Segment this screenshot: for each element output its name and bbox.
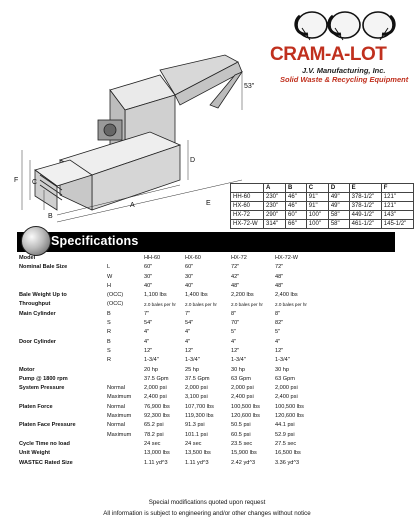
spec-row <box>17 310 395 319</box>
spec-value: 12" <box>231 347 240 354</box>
spec-sublabel: L <box>107 264 111 271</box>
spec-value: 5" <box>275 329 281 336</box>
spec-value: 54" <box>144 320 153 327</box>
spec-value: 42" <box>231 273 240 280</box>
dims-cell: 58" <box>328 220 349 229</box>
dims-cell: 100" <box>306 211 328 220</box>
dims-cell: 66" <box>286 220 307 229</box>
spec-value: 4" <box>275 338 281 345</box>
spec-row <box>17 347 395 356</box>
spec-sublabel: R <box>107 357 112 364</box>
spec-sublabel: Normal <box>107 403 126 410</box>
spec-value: 1-3/4" <box>275 357 290 364</box>
spec-value: 101.1 psi <box>185 431 208 438</box>
dims-cell: 290" <box>263 211 285 220</box>
spec-value: 2.42 yd^3 <box>231 459 256 466</box>
spec-label: System Pressure <box>19 385 65 392</box>
spec-row <box>17 282 395 291</box>
spec-value: 20 hp <box>144 366 158 373</box>
dims-cell: 230" <box>263 193 285 202</box>
spec-value: 2.0 bales per hr <box>144 302 176 308</box>
spec-row <box>17 421 395 430</box>
dims-cell: 58" <box>328 211 349 220</box>
spec-value: 4" <box>185 338 191 345</box>
company-tagline: Solid Waste & Recycling Equipment <box>280 75 409 84</box>
spec-sublabel: (OCC) <box>107 292 124 299</box>
spec-value: 24 sec <box>144 440 161 447</box>
spec-row <box>17 375 395 384</box>
spec-row <box>17 338 395 347</box>
dims-cell: HX-72-W <box>231 220 264 229</box>
spec-value: 13,000 lbs <box>144 450 170 457</box>
spec-value: 12" <box>144 347 153 354</box>
spec-value: 30 hp <box>231 366 245 373</box>
dims-cell: HX-60 <box>231 202 264 211</box>
dims-row <box>231 220 414 229</box>
spec-value: 23.5 sec <box>231 440 253 447</box>
dims-cell: HH-60 <box>231 193 264 202</box>
spec-value: 78.2 psi <box>144 431 164 438</box>
spec-value: 63 Gpm <box>231 375 251 382</box>
spec-sublabel: S <box>107 347 111 354</box>
spec-row <box>17 263 395 272</box>
spec-label: Motor <box>19 366 35 373</box>
spec-row <box>17 459 395 468</box>
spec-label: Door Cylinder <box>19 338 56 345</box>
spec-value: 63 Gpm <box>275 375 295 382</box>
spec-row <box>17 291 395 300</box>
spec-value: 2,000 psi <box>275 385 298 392</box>
sphere-icon <box>21 226 51 256</box>
spec-sublabel: B <box>107 338 111 345</box>
specifications-title: Specifications <box>51 234 139 248</box>
spec-value: 44.1 psi <box>275 422 295 429</box>
spec-value: 25 hp <box>185 366 199 373</box>
dims-cell: HX-72 <box>231 211 264 220</box>
spec-label: Nominal Bale Size <box>19 264 68 271</box>
spec-value: 92,300 lbs <box>144 413 170 420</box>
brand-name: CRAM-A-LOT <box>270 44 387 65</box>
dims-cell: 230" <box>263 202 285 211</box>
spec-sublabel: Normal <box>107 385 126 392</box>
dims-cell: 49" <box>328 202 349 211</box>
spec-value: HX-72-W <box>275 255 298 261</box>
spec-label: WASTEC Rated Size <box>19 459 73 466</box>
dims-cell: 46" <box>286 193 307 202</box>
spec-sublabel: B <box>107 310 111 317</box>
spec-value: 1.11 yd^3 <box>144 459 168 466</box>
spec-value: HH-60 <box>144 255 161 261</box>
dims-cell: 143" <box>381 211 413 220</box>
spec-value: HX-60 <box>185 255 201 261</box>
spec-label: Pump @ 1800 rpm <box>19 375 68 382</box>
spec-value: 2.0 bales per hr <box>231 302 263 308</box>
spec-sublabel: (OCC) <box>107 301 124 308</box>
spec-label: Throughput <box>19 301 51 308</box>
spec-sublabel: W <box>107 273 113 280</box>
dims-row <box>231 202 414 211</box>
spec-value: 7" <box>185 310 191 317</box>
spec-value: 30" <box>185 273 194 280</box>
spec-sublabel: R <box>107 329 112 336</box>
dims-cell: 461-1/2" <box>349 220 381 229</box>
spec-value: 4" <box>144 329 150 336</box>
spec-row <box>17 403 395 412</box>
spec-value: 120,600 lbs <box>275 413 304 420</box>
spec-row <box>17 319 395 328</box>
spec-row <box>17 366 395 375</box>
dims-cell: 378-1/2" <box>349 202 381 211</box>
dim-label-f: F <box>14 177 19 184</box>
spec-value: 37.5 Gpm <box>185 375 210 382</box>
spec-value: 16,500 lbs <box>275 450 301 457</box>
spec-value: 48" <box>231 282 240 289</box>
specifications-table <box>17 254 395 468</box>
spec-value: 2,000 psi <box>185 385 208 392</box>
spec-value: 2,400 lbs <box>275 292 298 299</box>
spec-value: 15,900 lbs <box>231 450 257 457</box>
dim-label-d: D <box>190 157 196 164</box>
spec-value: 1,100 lbs <box>144 292 167 299</box>
dim-label-e: E <box>206 200 211 207</box>
spec-row <box>17 273 395 282</box>
spec-value: 5" <box>231 329 237 336</box>
spec-value: 2,000 psi <box>231 385 254 392</box>
spec-label: Unit Weight <box>19 450 50 457</box>
spec-label: Main Cylinder <box>19 310 56 317</box>
dims-cell: 121" <box>381 193 413 202</box>
spec-sublabel: Maximum <box>107 413 132 420</box>
spec-value: 12" <box>185 347 194 354</box>
spec-value: HX-72 <box>231 255 247 261</box>
dim-label-c: C <box>32 179 38 186</box>
dimensions-table <box>230 183 414 229</box>
dim-label-b: B <box>48 213 53 220</box>
spec-label: Bale Weight Up to <box>19 292 67 299</box>
spec-value: 72" <box>231 264 240 271</box>
spec-label: Cycle Time no load <box>19 440 70 447</box>
company-logo <box>262 8 409 84</box>
company-name: J.V. Manufacturing, Inc. <box>302 66 386 75</box>
dims-cell: 314" <box>263 220 285 229</box>
spec-value: 12" <box>275 347 284 354</box>
dims-header-cell <box>231 184 264 193</box>
spec-label: Platen Force <box>19 403 53 410</box>
spec-value: 2,200 lbs <box>231 292 254 299</box>
spec-value: 48" <box>275 282 284 289</box>
spec-value: 1.11 yd^3 <box>185 459 209 466</box>
dims-header-cell: C <box>306 184 328 193</box>
footer-note-disclaimer: All information is subject to engineering and/or other changes without notice <box>103 510 311 517</box>
spec-value: 1-3/4" <box>185 357 200 364</box>
dims-cell: 100" <box>306 220 328 229</box>
dims-header-cell: E <box>349 184 381 193</box>
spec-row <box>17 431 395 440</box>
dims-header-cell: A <box>263 184 285 193</box>
spec-row <box>17 328 395 337</box>
spec-value: 60" <box>185 264 194 271</box>
dim-label-a: A <box>130 202 135 209</box>
spec-value: 82" <box>275 320 284 327</box>
spec-row <box>17 393 395 402</box>
spec-value: 40" <box>144 282 153 289</box>
spec-value: 60" <box>144 264 153 271</box>
specifications-panel <box>17 232 395 495</box>
dims-header-row <box>231 184 414 193</box>
spec-value: 2,400 psi <box>144 394 167 401</box>
spec-row <box>17 449 395 458</box>
spec-value: 1,400 lbs <box>185 292 208 299</box>
spec-row <box>17 440 395 449</box>
spec-label: Model <box>19 255 36 261</box>
spec-value: 2,000 psi <box>144 385 167 392</box>
dims-row <box>231 193 414 202</box>
spec-row <box>17 356 395 365</box>
dims-cell: 91" <box>306 193 328 202</box>
spec-label: Platen Face Pressure <box>19 422 76 429</box>
dim-label-53: 53" <box>244 83 255 90</box>
dims-header-cell: D <box>328 184 349 193</box>
spec-value: 54" <box>185 320 194 327</box>
dims-cell: 91" <box>306 202 328 211</box>
spec-row <box>17 300 395 309</box>
dims-header-cell: B <box>286 184 307 193</box>
spec-value: 4" <box>185 329 191 336</box>
spec-value: 120,600 lbs <box>231 413 260 420</box>
footer-note-modifications: Special modifications quoted upon request <box>148 499 266 506</box>
spec-value: 7" <box>144 310 150 317</box>
spec-value: 60.5 psi <box>231 431 251 438</box>
dims-cell: 121" <box>381 202 413 211</box>
spec-value: 72" <box>275 264 284 271</box>
spec-value: 70" <box>231 320 240 327</box>
dims-row <box>231 211 414 220</box>
dims-cell: 49" <box>328 193 349 202</box>
dims-header-cell: F <box>381 184 413 193</box>
spec-value: 52.9 psi <box>275 431 295 438</box>
spec-value: 50.5 psi <box>231 422 251 429</box>
spec-value: 107,700 lbs <box>185 403 214 410</box>
spec-value: 27.5 sec <box>275 440 297 447</box>
spec-value: 65.2 psi <box>144 422 164 429</box>
spec-row <box>17 254 395 263</box>
dims-cell: 449-1/2" <box>349 211 381 220</box>
spec-value: 100,500 lbs <box>275 403 304 410</box>
dims-cell: 378-1/2" <box>349 193 381 202</box>
spec-value: 24 sec <box>185 440 202 447</box>
spec-sublabel: S <box>107 320 111 327</box>
spec-sublabel: Maximum <box>107 431 132 438</box>
spec-value: 100,500 lbs <box>231 403 260 410</box>
spec-value: 48" <box>275 273 284 280</box>
spec-sublabel: Maximum <box>107 394 132 401</box>
spec-value: 2,400 psi <box>275 394 298 401</box>
spec-value: 13,500 lbs <box>185 450 211 457</box>
spec-value: 30 hp <box>275 366 289 373</box>
spec-value: 2.0 bales per hr <box>185 302 217 308</box>
spec-sublabel: H <box>107 282 112 289</box>
dims-cell: 60" <box>286 211 307 220</box>
dims-cell: 145-1/2" <box>381 220 413 229</box>
spec-value: 8" <box>275 310 281 317</box>
spec-sublabel: Normal <box>107 422 126 429</box>
spec-value: 3.36 yd^3 <box>275 459 300 466</box>
spec-row <box>17 412 395 421</box>
spec-value: 1-3/4" <box>231 357 246 364</box>
spec-value: 37.5 Gpm <box>144 375 169 382</box>
specifications-header <box>17 232 395 252</box>
spec-value: 8" <box>231 310 237 317</box>
spec-value: 4" <box>144 338 150 345</box>
spec-value: 1-3/4" <box>144 357 159 364</box>
spec-value: 40" <box>185 282 194 289</box>
spec-value: 91.3 psi <box>185 422 205 429</box>
spec-value: 30" <box>144 273 153 280</box>
spec-row <box>17 384 395 393</box>
rams-logo-icon <box>290 8 400 42</box>
dims-cell: 46" <box>286 202 307 211</box>
spec-value: 3,100 psi <box>185 394 208 401</box>
spec-value: 2,400 psi <box>231 394 254 401</box>
spec-value: 2.0 bales per hr <box>275 302 307 308</box>
spec-value: 4" <box>231 338 237 345</box>
spec-value: 119,300 lbs <box>185 413 214 420</box>
spec-value: 76,900 lbs <box>144 403 170 410</box>
